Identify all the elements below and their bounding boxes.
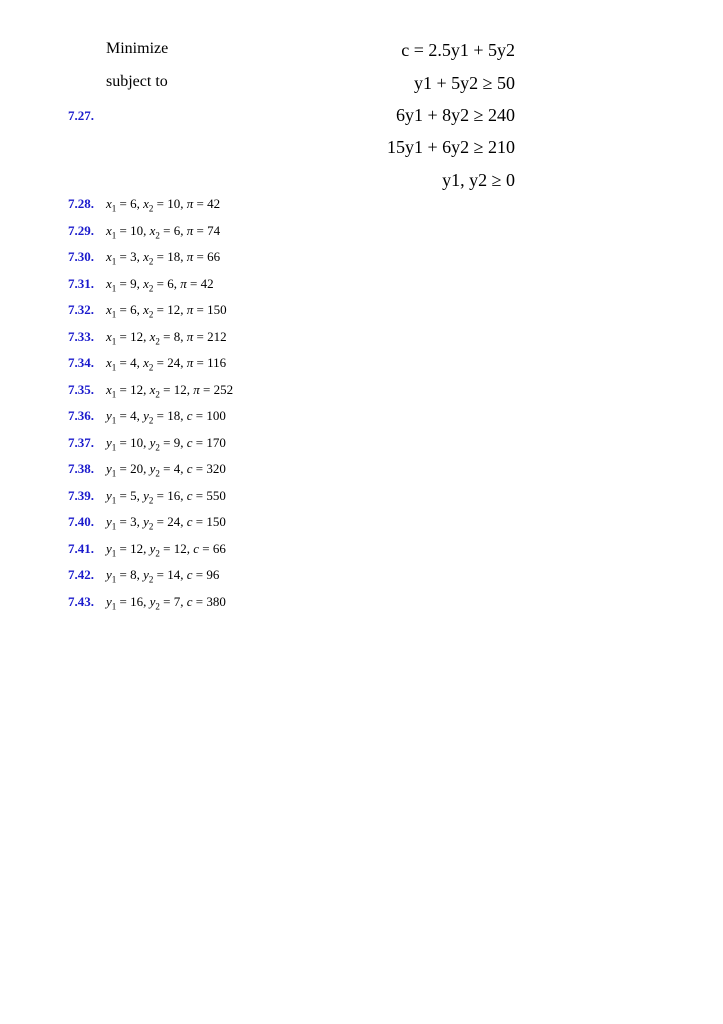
objective-value: 212 <box>207 328 227 344</box>
variable-1-value: 16 <box>130 593 144 609</box>
problem-number: 7.27. <box>68 108 94 123</box>
objective-value: 100 <box>206 408 226 423</box>
variable-2: y <box>149 461 156 476</box>
answer-number: 7.34. <box>68 355 94 370</box>
answer-text: $x_1 = 12$, $x_2 = 12$, π = 252 <box>106 381 234 400</box>
answer-text: $y_1 = 4$, $y_2 = 18$, c = 100 <box>106 408 226 426</box>
answer-number: 7.38. <box>68 461 94 476</box>
variable-2-value: 12 <box>167 302 181 317</box>
variable-2: y <box>149 593 156 609</box>
objective-symbol: π <box>180 275 187 291</box>
variable-2-value: 6 <box>167 275 174 291</box>
variable-2-value: 12 <box>173 540 187 556</box>
variable-2-value: 10 <box>167 196 181 211</box>
variable-1-value: 3 <box>130 249 137 264</box>
objective-value: 150 <box>206 514 226 529</box>
answer-text: $y_1 = 20$, $y_2 = 4$, c = 320 <box>106 461 226 479</box>
variable-1-value: 6 <box>130 196 137 211</box>
variable-1: x <box>106 196 112 211</box>
objective-value: 150 <box>207 302 227 317</box>
variable-1: x <box>106 275 112 291</box>
constraint-2: 6y1 + 8y2 ≥ 240 <box>395 105 515 125</box>
objective-symbol: π <box>186 249 194 264</box>
objective-symbol: c <box>186 408 193 423</box>
objective-symbol: c <box>193 540 200 556</box>
answer-text: $x_1 = 6$, $x_2 = 10$, π = 42 <box>106 196 221 214</box>
answer-number: 7.41. <box>68 540 94 556</box>
variable-1-value: 12 <box>130 540 144 556</box>
objective-value: 252 <box>213 381 234 397</box>
answer-number: 7.30. <box>68 249 94 264</box>
variable-1-value: 12 <box>130 381 144 397</box>
variable-2-value: 12 <box>173 381 187 397</box>
objective-symbol: c <box>186 593 193 609</box>
variable-1-value: 10 <box>130 434 144 450</box>
objective-symbol: π <box>186 302 194 317</box>
answer-number: 7.39. <box>68 487 94 503</box>
variable-2-value: 8 <box>173 328 181 344</box>
variable-2-value: 7 <box>173 593 181 609</box>
variable-2-value: 24 <box>167 355 181 370</box>
variable-2: x <box>143 355 149 370</box>
answer-number: 7.37. <box>68 434 94 450</box>
variable-2: y <box>149 540 156 556</box>
objective-symbol: π <box>186 328 194 344</box>
variable-2-value: 6 <box>173 222 181 238</box>
variable-2: x <box>143 302 149 317</box>
objective-symbol: c <box>186 567 193 582</box>
answer-text: $x_1 = 3$, $x_2 = 18$, π = 66 <box>106 249 221 267</box>
variable-1: y <box>106 567 112 582</box>
objective-symbol: π <box>193 381 200 397</box>
variable-1: y <box>106 461 112 476</box>
variable-1: x <box>106 355 112 370</box>
variable-2-value: 4 <box>173 461 181 476</box>
answer-number: 7.42. <box>68 567 94 582</box>
objective-symbol: c <box>186 487 193 503</box>
variable-1-value: 9 <box>130 275 137 291</box>
objective-value: 550 <box>206 487 226 503</box>
variable-2: x <box>149 328 156 344</box>
nonnegativity-constraint: y1, y2 ≥ 0 <box>442 170 515 190</box>
constraint-3: 15y1 + 6y2 ≥ 210 <box>386 137 515 157</box>
variable-1-value: 20 <box>130 461 144 476</box>
variable-2: x <box>143 196 149 211</box>
variable-1-value: 4 <box>130 355 137 370</box>
variable-2-value: 18 <box>167 408 181 423</box>
objective-value: 96 <box>206 567 220 582</box>
variable-1: y <box>106 487 112 503</box>
objective-value: 42 <box>200 275 214 291</box>
objective-symbol: c <box>186 514 193 529</box>
answer-number: 7.35. <box>68 381 94 397</box>
variable-1: y <box>106 540 112 556</box>
variable-1-value: 8 <box>130 567 137 582</box>
answer-text: $y_1 = 12$, $y_2 = 12$, c = 66 <box>106 540 226 559</box>
variable-2: x <box>143 249 149 264</box>
answer-number: 7.33. <box>68 328 94 344</box>
variable-1-value: 5 <box>130 487 137 503</box>
variable-2: y <box>143 514 149 529</box>
variable-1-value: 3 <box>130 514 137 529</box>
variable-2: x <box>143 275 149 291</box>
variable-2: y <box>149 434 156 450</box>
answer-text: $x_1 = 6$, $x_2 = 12$, π = 150 <box>106 302 227 320</box>
objective-value: 116 <box>207 355 227 370</box>
answer-text: $y_1 = 16$, $y_2 = 7$, c = 380 <box>106 593 226 612</box>
objective-value: 170 <box>206 434 226 450</box>
variable-1: y <box>106 593 112 609</box>
objective-function: c = 2.5y1 + 5y2 <box>401 40 515 60</box>
objective-value: 66 <box>212 540 226 556</box>
answer-text: $y_1 = 3$, $y_2 = 24$, c = 150 <box>106 514 226 532</box>
minimize-label: Minimize <box>106 40 169 57</box>
answer-number: 7.32. <box>68 302 94 317</box>
answer-number: 7.31. <box>68 275 94 291</box>
variable-2: x <box>149 381 156 397</box>
answer-number: 7.43. <box>68 593 94 609</box>
constraint-1: y1 + 5y2 ≥ 50 <box>413 73 515 93</box>
objective-value: 74 <box>207 222 221 238</box>
answer-text: $x_1 = 9$, $x_2 = 6$, π = 42 <box>106 275 214 294</box>
variable-2-value: 18 <box>167 249 181 264</box>
variable-1-value: 4 <box>130 408 137 423</box>
variable-1-value: 12 <box>130 328 144 344</box>
variable-2-value: 14 <box>167 567 181 582</box>
variable-2-value: 24 <box>167 514 181 529</box>
variable-1-value: 10 <box>130 222 144 238</box>
objective-symbol: c <box>186 461 193 476</box>
variable-2: y <box>143 567 149 582</box>
variable-1-value: 6 <box>130 302 137 317</box>
answer-number: 7.29. <box>68 222 94 238</box>
objective-symbol: π <box>186 222 194 238</box>
variable-1: x <box>106 302 112 317</box>
answer-text: $x_1 = 10$, $x_2 = 6$, π = 74 <box>106 222 221 241</box>
variable-1: x <box>106 381 112 397</box>
variable-2-value: 16 <box>167 487 181 503</box>
objective-symbol: c <box>186 434 193 450</box>
objective-symbol: π <box>186 196 194 211</box>
subject-to-label: subject to <box>106 73 168 90</box>
answer-number: 7.28. <box>68 196 94 211</box>
variable-1: x <box>106 249 112 264</box>
variable-1: x <box>106 222 112 238</box>
answer-text: $y_1 = 10$, $y_2 = 9$, c = 170 <box>106 434 226 453</box>
answer-text: $x_1 = 4$, $x_2 = 24$, π = 116 <box>106 355 227 373</box>
variable-2: y <box>143 487 149 503</box>
answer-text: $x_1 = 12$, $x_2 = 8$, π = 212 <box>106 328 227 347</box>
variable-2-value: 9 <box>173 434 181 450</box>
objective-value: 380 <box>206 593 226 609</box>
objective-symbol: π <box>186 355 194 370</box>
answer-number: 7.36. <box>68 408 94 423</box>
answer-text: $y_1 = 8$, $y_2 = 14$, c = 96 <box>106 567 220 585</box>
variable-1: y <box>106 408 112 423</box>
variable-1: y <box>106 514 112 529</box>
objective-value: 66 <box>207 249 221 264</box>
variable-1: y <box>106 434 112 450</box>
variable-2: y <box>143 408 149 423</box>
variable-2: x <box>149 222 156 238</box>
objective-value: 42 <box>207 196 221 211</box>
objective-value: 320 <box>206 461 226 476</box>
variable-1: x <box>106 328 112 344</box>
answer-text: $y_1 = 5$, $y_2 = 16$, c = 550 <box>106 487 226 506</box>
answer-number: 7.40. <box>68 514 94 529</box>
